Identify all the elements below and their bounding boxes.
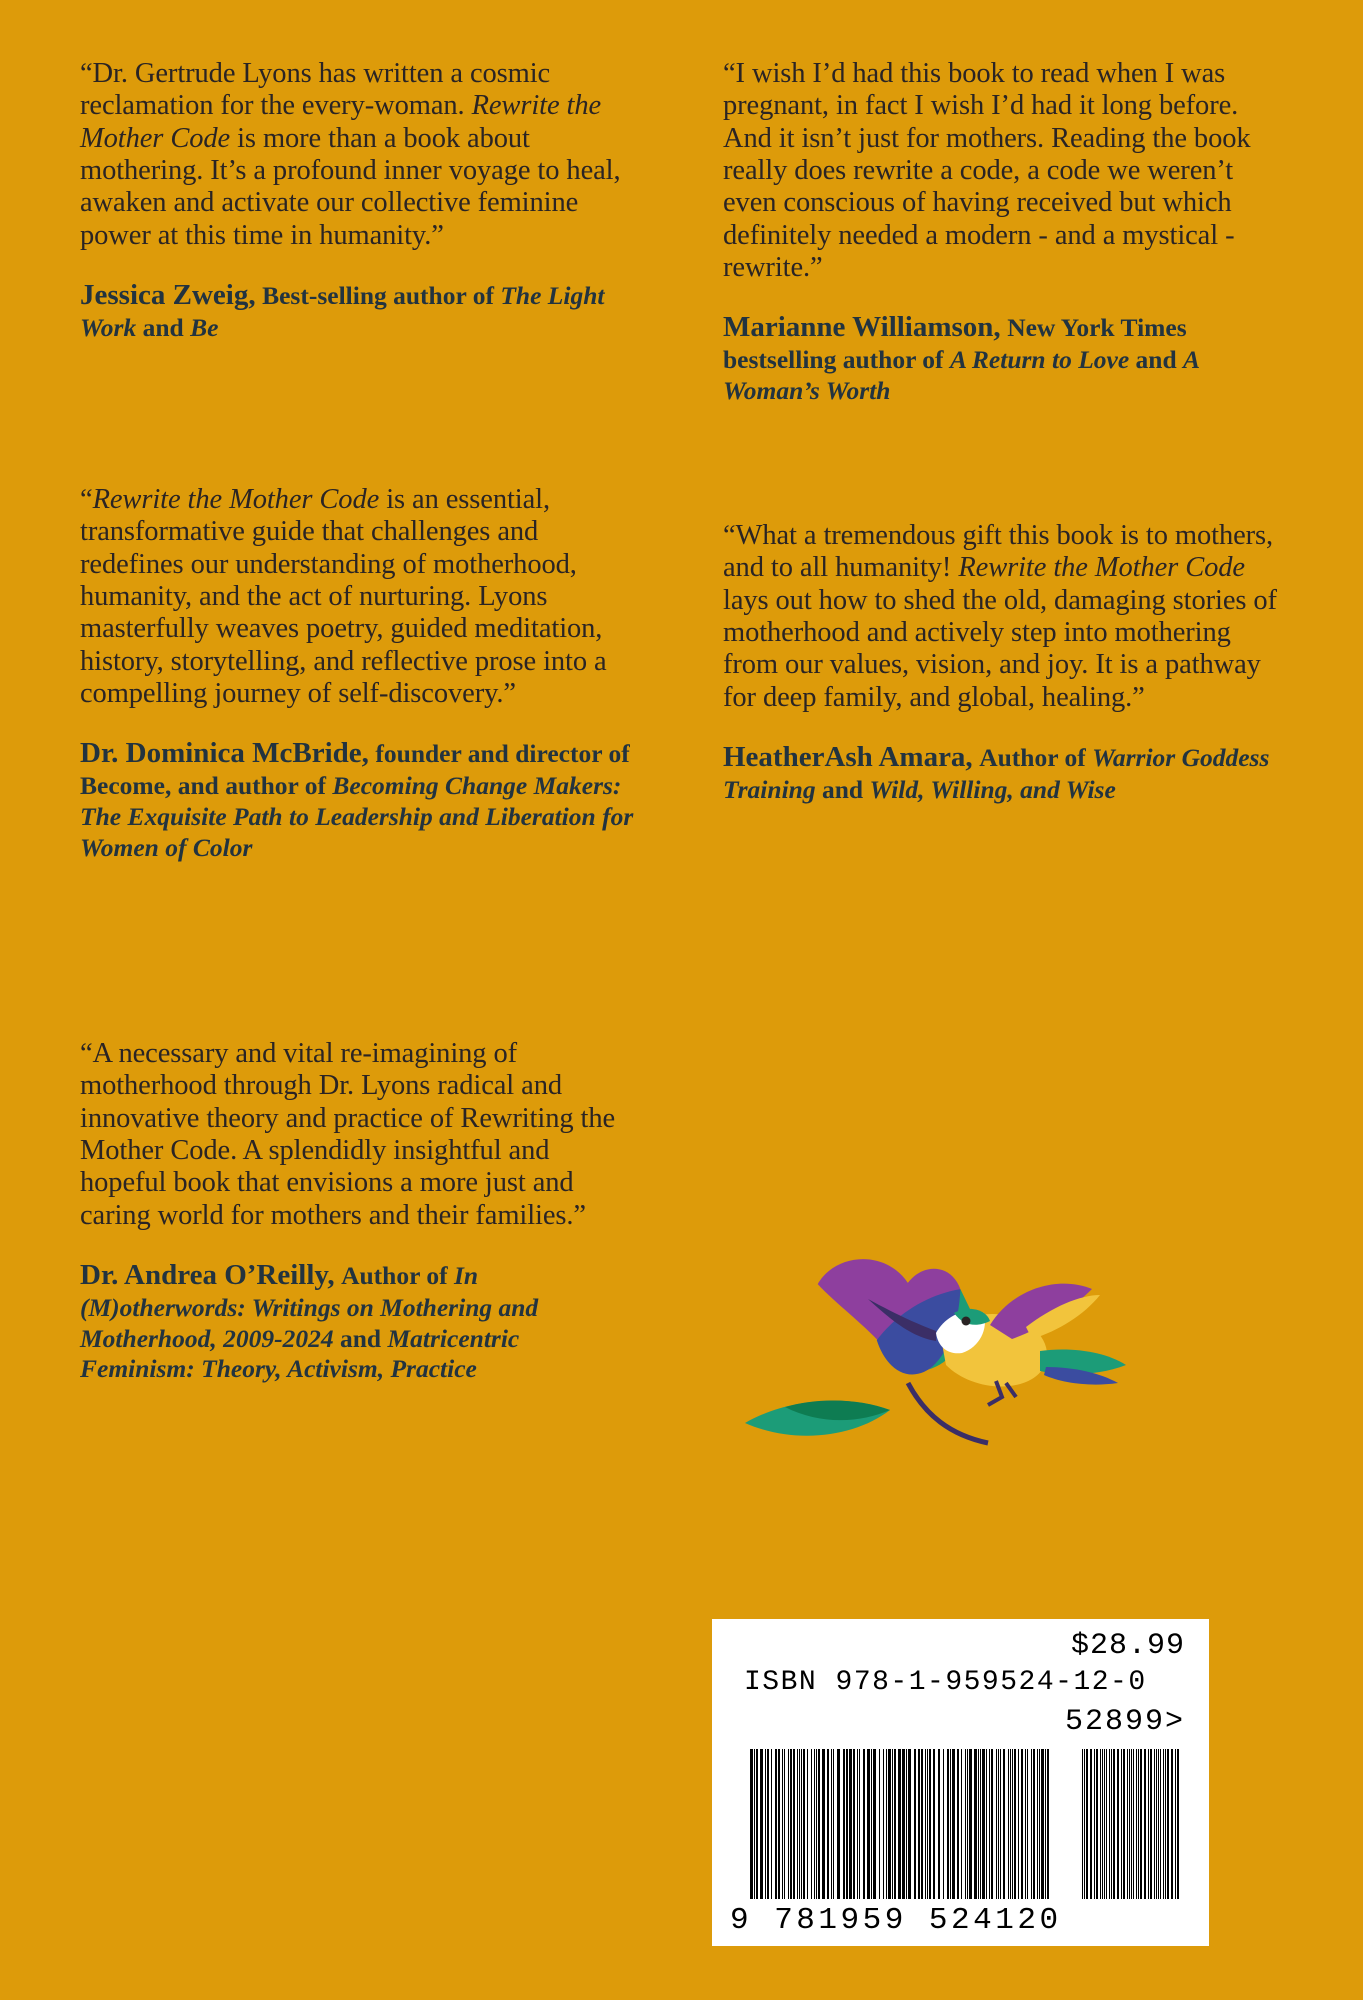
blurb-andrea-oreilly — [80, 1038, 635, 1385]
bird-eye — [962, 1317, 971, 1326]
blurb-attribution: Jessica Zweig, Best-selling author of The Light Work and Be — [80, 279, 605, 342]
blurb-attribution: Marianne Williamson, New York Times bestselling author of A Return to Love and A Woman’s Worth — [723, 311, 1199, 405]
blurb-marianne-williamson — [723, 58, 1278, 407]
blurb-attribution: Dr. Dominica McBride, founder and director of Become, and author of Becoming Change Makers: The Exquisite Path to Leadership and Liberation for Women of Color — [80, 737, 634, 862]
blurb-heatherash-amara — [723, 520, 1278, 806]
blurb-column-left-2 — [80, 484, 635, 864]
blurb-column-left-3 — [80, 1038, 635, 1385]
blurb-quote: “I wish I’d had this book to read when I was pregnant, in fact I wish I’d had it long before. And it isn’t just for mothers. Reading the book really does rewrite a code, a code we weren’t even conscious of having received but which definitely needed a modern - and a mystical - rewrite.” — [723, 58, 1251, 284]
blurb-quote: “A necessary and vital re-imagining of motherhood through Dr. Lyons radical and innovative theory and practice of Rewriting the Mother Code. A splendidly insightful and hopeful book that envisions a more just and caring world for mothers and their families.” — [80, 1038, 616, 1231]
barcode-addon-bars — [1082, 1749, 1182, 1899]
barcode-block — [712, 1619, 1209, 1946]
blurb-column-right-2 — [723, 520, 1278, 806]
barcode-ean-digits: 9 781959 524120 — [730, 1903, 1062, 1938]
blurb-quote: “Dr. Gertrude Lyons has written a cosmic reclamation for the every-woman. Rewrite the Mother Code is more than a book about mothering. It’s a profound inner voyage to heal, awaken and activate our collective feminine power at this time in humanity.” — [80, 58, 621, 251]
blurb-quote: “Rewrite the Mother Code is an essential, transformative guide that challenges and redefines our understanding of motherhood, humanity, and the act of nurturing. Lyons masterfully weaves poetry, guided meditation, history, storytelling, and reflective prose into a compelling journey of self-discovery.” — [80, 484, 607, 710]
blurb-dominica-mcbride — [80, 484, 635, 864]
blurb-column-left — [80, 58, 635, 344]
barcode-addon-digits: 52899> — [1064, 1705, 1185, 1739]
hummingbird-flower-logo — [740, 1255, 1170, 1505]
blurb-column-right — [723, 58, 1278, 407]
barcode-main-bars — [750, 1749, 1050, 1899]
price-label: $28.99 — [1070, 1629, 1185, 1663]
blurb-quote: “What a tremendous gift this book is to mothers, and to all humanity! Rewrite the Mother Code lays out how to shed the old, damaging stories of motherhood and actively step into mothering from our values, vision, and joy. It is a pathway for deep family, and global, healing.” — [723, 520, 1277, 713]
blurb-attribution: HeatherAsh Amara, Author of Warrior Goddess Training and Wild, Willing, and Wise — [723, 741, 1270, 804]
blurb-jessica-zweig — [80, 58, 635, 344]
hummingbird-icon — [740, 1255, 1170, 1505]
stem — [908, 1383, 988, 1443]
isbn-label: ISBN 978-1-959524-12-0 — [744, 1667, 1147, 1698]
blurb-attribution: Dr. Andrea O’Reilly, Author of In (M)otherwords: Writings on Mothering and Motherhood, 2009-2024 and Matricentric Feminism: Theory, Activism, Practice — [80, 1259, 539, 1384]
